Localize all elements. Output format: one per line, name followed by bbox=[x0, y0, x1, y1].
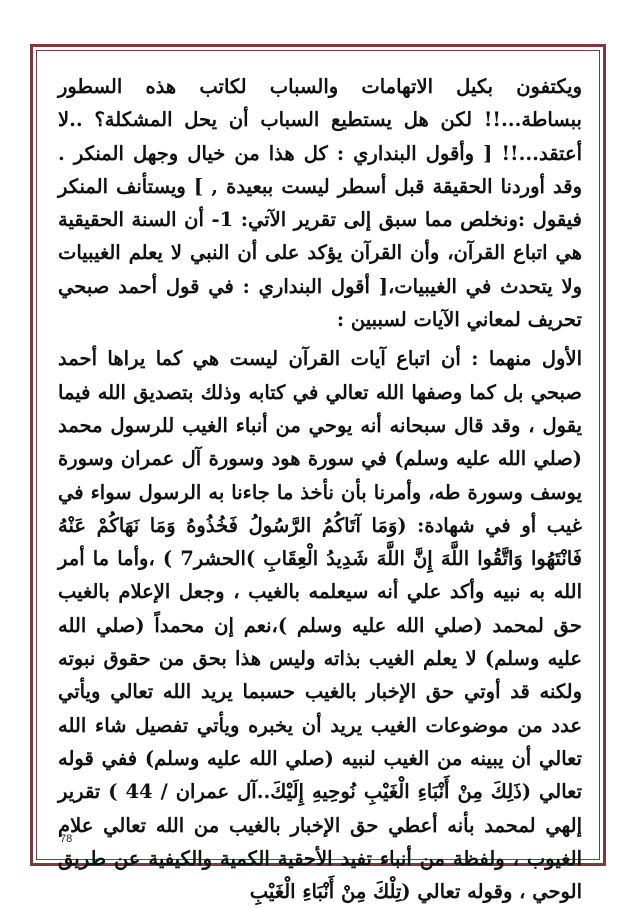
page-body bbox=[58, 70, 582, 908]
page-number: 78 bbox=[60, 833, 73, 845]
paragraph: ويكتفون بكيل الاتهامات والسباب لكاتب هذه السطور ببساطة...!! لكن هل يستطيع السباب أن يحل المشكلة؟ ..لا أعتقد...!! [ وأقول البنداري : كل هذا من خيال وجهل المنكر . وقد أوردنا الحقيقة قبل أسطر ليست ببعيدة , ] ويستأنف المنكر فيقول :ونخلص مما سبق إلى تقرير الآتي: 1- أن السنة الحقيقية هي اتباع القرآن، وأن القرآن يؤكد على أن النبي لا يعلم الغيبيات ولا يتحدث في الغيبيات،[ أقول البنداري : في قول أحمد صبحي تحريف لمعاني الآيات لسببين : bbox=[58, 75, 582, 332]
paragraph: الأول منهما : أن اتباع آيات القرآن ليست هي كما يراها أحمد صبحي بل كما وصفها الله تعالي في كتابه وذلك بتصديق الله فيما يقول ، وقد قال سبحانه أنه يوحي من أنباء الغيب للرسول محمد (صلي الله عليه وسلم) في سورة هود وسورة آل عمران وسورة يوسف وسورة طه، وأمرنا بأن نأخذ ما جاءنا به الرسول سواء في غيب أو في شهادة: (وَمَا آتَاكُمُ الرَّسُولُ فَخُذُوهُ وَمَا نَهَاكُمْ عَنْهُ فَانْتَهُوا وَاتَّقُوا اللَّهَ إِنَّ اللَّهَ شَدِيدُ الْعِقَابِ )الحشر7 ) ،وأما ما أمر الله به نبيه وأكد علي أنه سيعلمه بالغيب ، وجعل الإعلام بالغيب حق لمحمد (صلي الله عليه وسلم )،نعم إن محمداً (صلي الله عليه وسلم) لا يعلم الغيب بذاته وليس هذا بحق من حقوق نبوته ولكنه قد أوتي حق الإخبار بالغيب حسبما يريد الله تعالي ويأتي عدد من موضوعات الغيب يريد أن يخبره ويأتي تفصيل شاء الله تعالي أن يبينه من الغيب لنبيه (صلي الله عليه وسلم) ففي قوله تعالي (ذَلِكَ مِنْ أَنْبَاءِ الْغَيْبِ نُوحِيهِ إِلَيْكَ..آل عمران / 44 ) تقرير إلهي لمحمد بأنه أعطي حق الإخبار بالغيب من الله تعالي علام الغيوب ، ولفظة من أنباء تفيد الأحقية الكمية والكيفية عن طريق الوحي ، وقوله تعالي (تِلْكَ مِنْ أَنْبَاءِ الْغَيْبِ bbox=[58, 347, 583, 904]
